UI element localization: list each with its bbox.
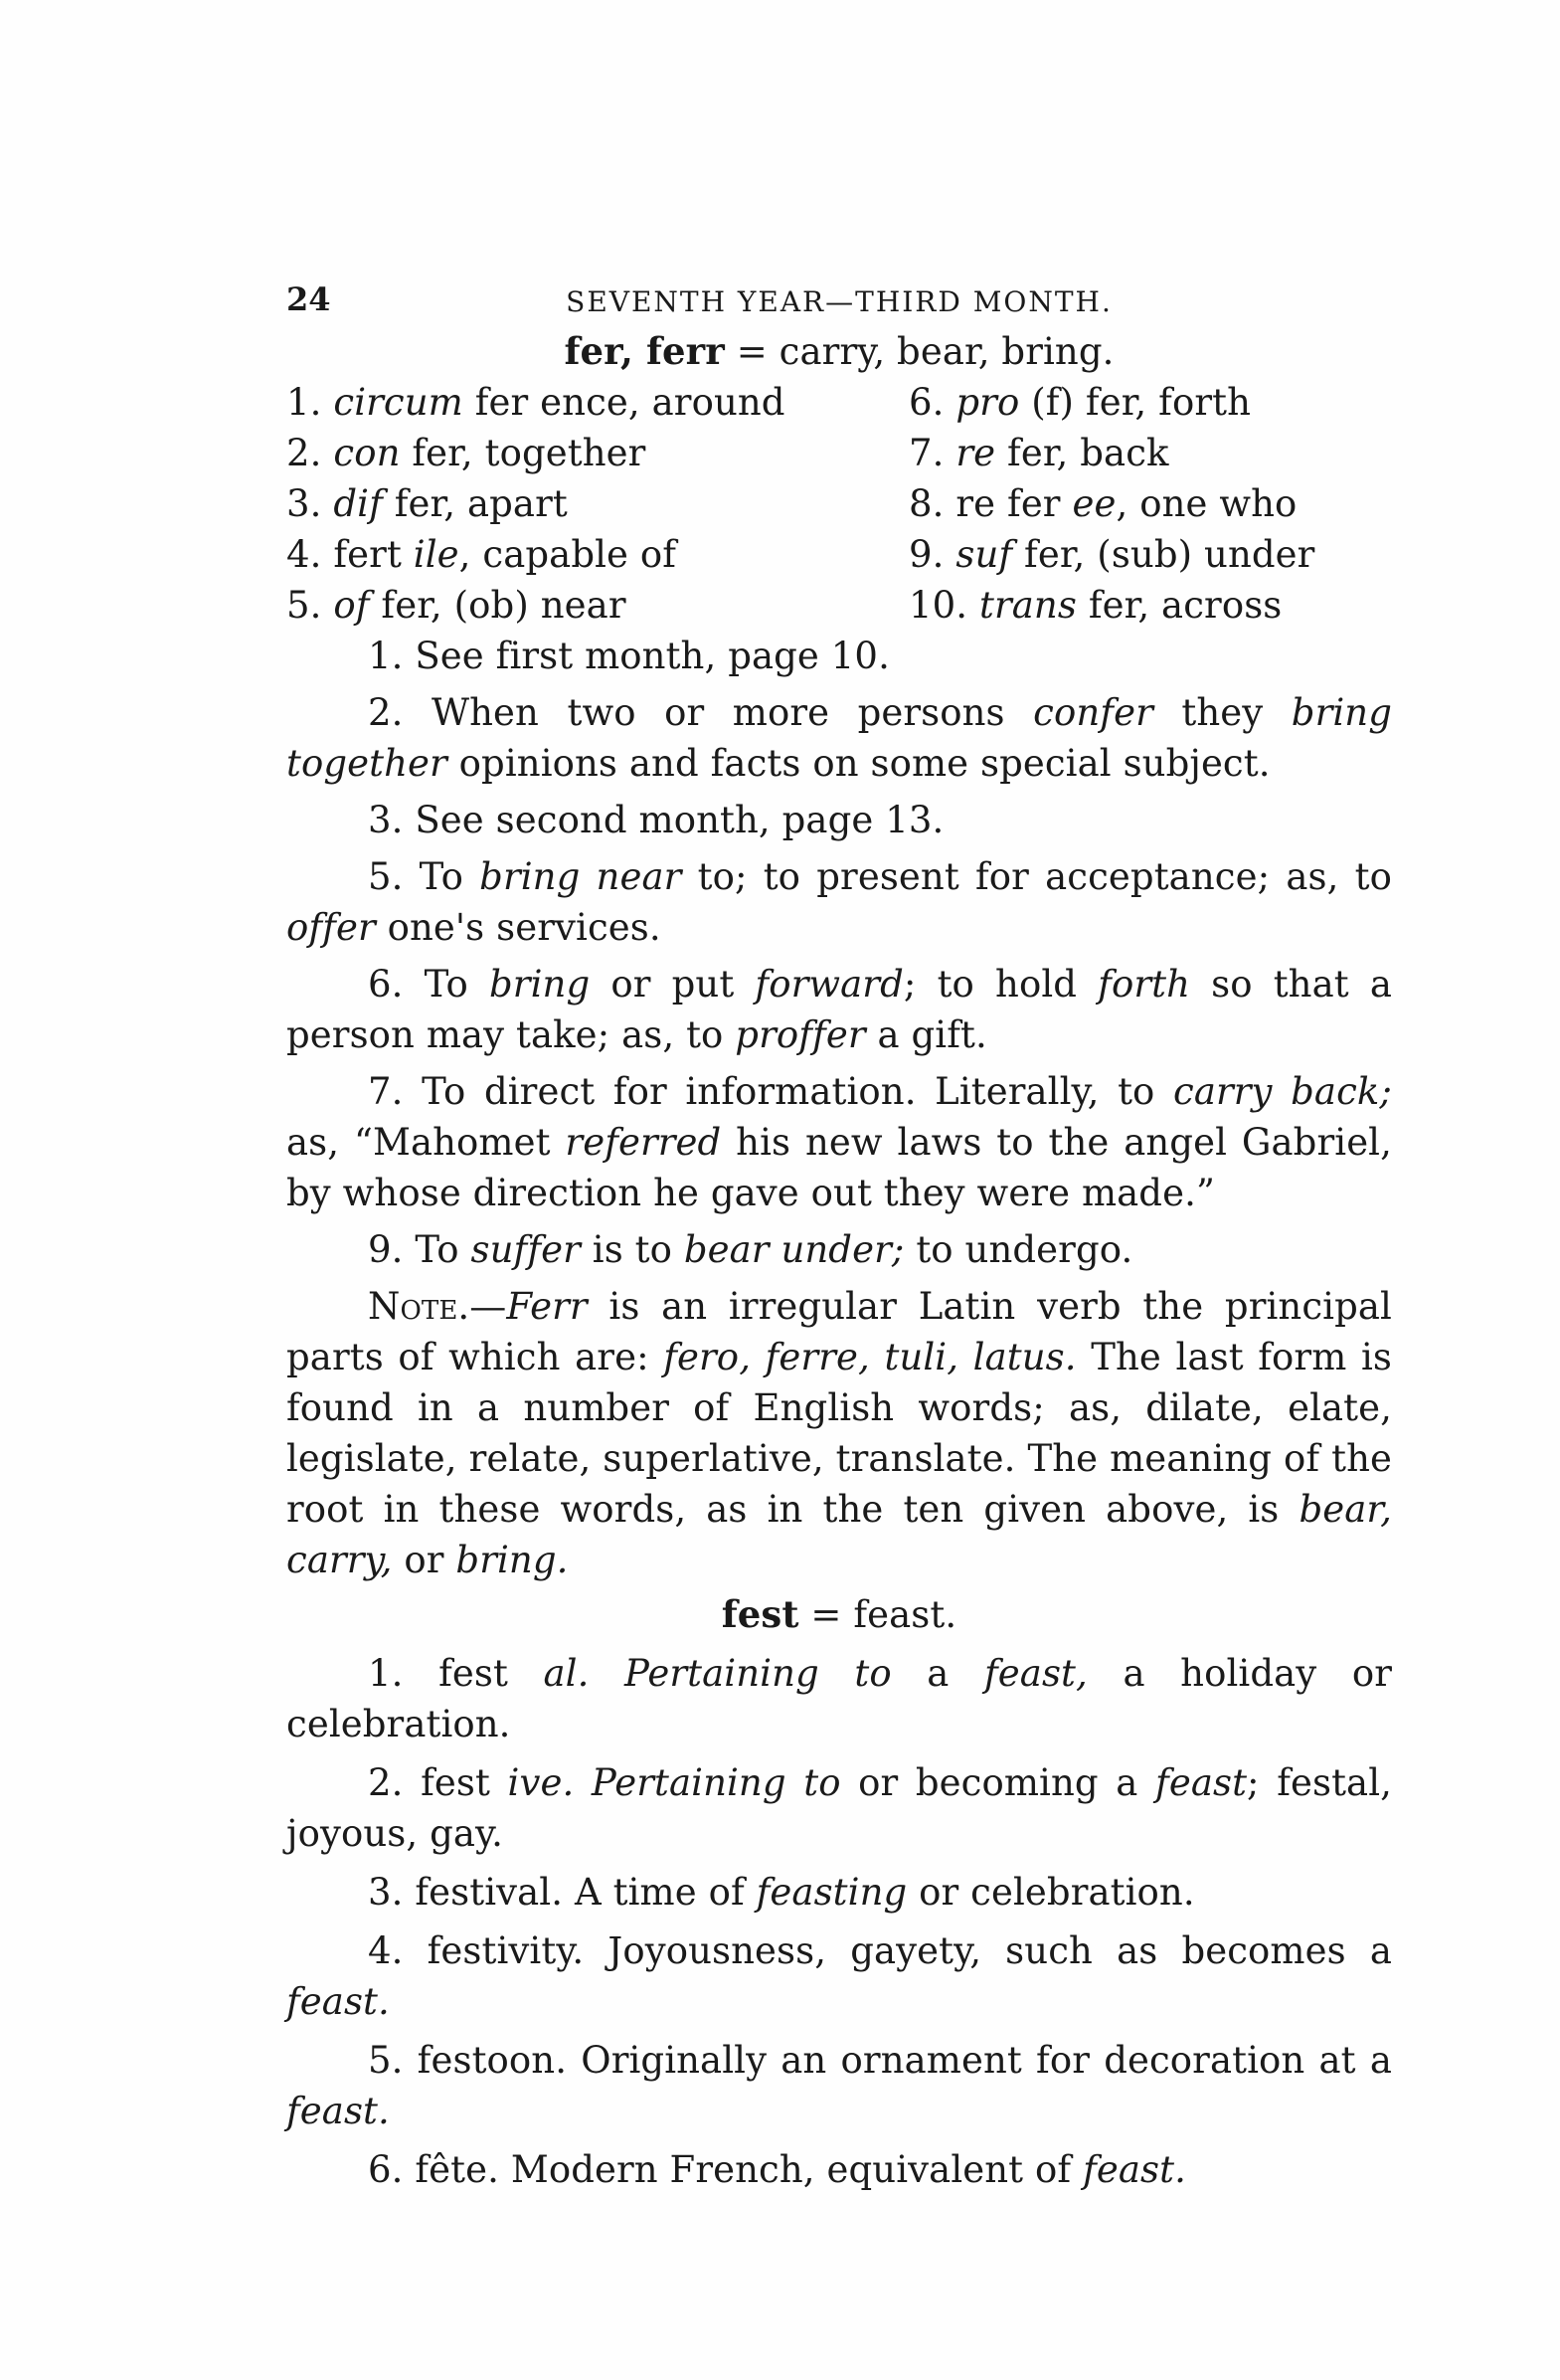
list-item: 7. re fer, back: [909, 432, 1169, 474]
list-item: 10. trans fer, across: [909, 584, 1283, 627]
root-heading-fest: fest = feast.: [721, 1592, 957, 1636]
root-meaning: carry, bear, bring.: [779, 330, 1115, 373]
note-paragraph: 9. To suffer is to bear under; to undergo.: [368, 1228, 1133, 1271]
list-item: 9. suf fer, (sub) under: [909, 533, 1315, 576]
derivative-column-right: [869, 377, 1392, 631]
fest-definitions: [286, 1648, 1392, 2195]
definition-item: 3. festival. A time of feasting or celebration.: [368, 1871, 1195, 1914]
note-paragraph: 6. To bring or put forward; to hold forth so that a person may take; as, to proffer a gift.: [286, 963, 1392, 1056]
note-paragraph: 5. To bring near to; to present for acceptance; as, to offer one's services.: [286, 855, 1392, 949]
list-item: 3. dif fer, apart: [286, 482, 568, 525]
note-paragraph: 7. To direct for information. Literally, to carry back; as, “Mahomet referred his new laws to the angel Gabriel, by whose direction he gave out they were made.”: [286, 1070, 1392, 1214]
root-heading-fer: fer, ferr = carry, bear, bring.: [564, 329, 1115, 373]
page-header: [286, 271, 1392, 320]
definition-item: 5. festoon. Originally an ornament for decoration at a feast.: [286, 2039, 1392, 2132]
list-item: 2. con fer, together: [286, 432, 646, 474]
explanatory-notes: [286, 631, 1392, 1585]
list-item: 6. pro (f) fer, forth: [909, 381, 1252, 424]
note-paragraph: 3. See second month, page 13.: [368, 799, 945, 841]
derivative-column-left: [286, 377, 809, 631]
list-item: 8. re fer ee, one who: [909, 482, 1298, 525]
derivative-list: [286, 377, 1392, 631]
definition-item: 4. festivity. Joyousness, gayety, such as becomes a feast.: [286, 1929, 1392, 2023]
definition-item: 2. fest ive. Pertaining to or becoming a feast; festal, joyous, gay.: [286, 1761, 1392, 1855]
root-meaning: feast.: [853, 1593, 957, 1636]
page-number: 24: [286, 280, 331, 318]
book-page: [286, 271, 1392, 2195]
list-item: 5. of fer, (ob) near: [286, 584, 626, 627]
definition-item: 6. fête. Modern French, equivalent of feast.: [368, 2148, 1186, 2191]
root-word: fer, ferr: [564, 329, 725, 373]
note-paragraph: 1. See first month, page 10.: [368, 635, 890, 677]
root-word: fest: [721, 1592, 799, 1636]
list-item: 4. fert ile, capable of: [286, 533, 677, 576]
latin-note-paragraph: Note.—Ferr is an irregular Latin verb the principal parts of which are: fero, ferre, tuli, latus. The last form is found in a number of English words; as, dilate, elate, legislate, relate, superlative, translate. The meaning of the root in these words, as in the ten given above, is bear, carry, or bring.: [286, 1285, 1393, 1581]
note-paragraph: 2. When two or more persons confer they bring together opinions and facts on some special subject.: [286, 691, 1393, 785]
running-head: SEVENTH YEAR—THIRD MONTH.: [566, 285, 1113, 318]
note-label: Note.—: [368, 1285, 507, 1328]
list-item: 1. circum fer ence, around: [286, 381, 785, 424]
definition-item: 1. fest al. Pertaining to a feast, a holiday or celebration.: [286, 1652, 1393, 1745]
